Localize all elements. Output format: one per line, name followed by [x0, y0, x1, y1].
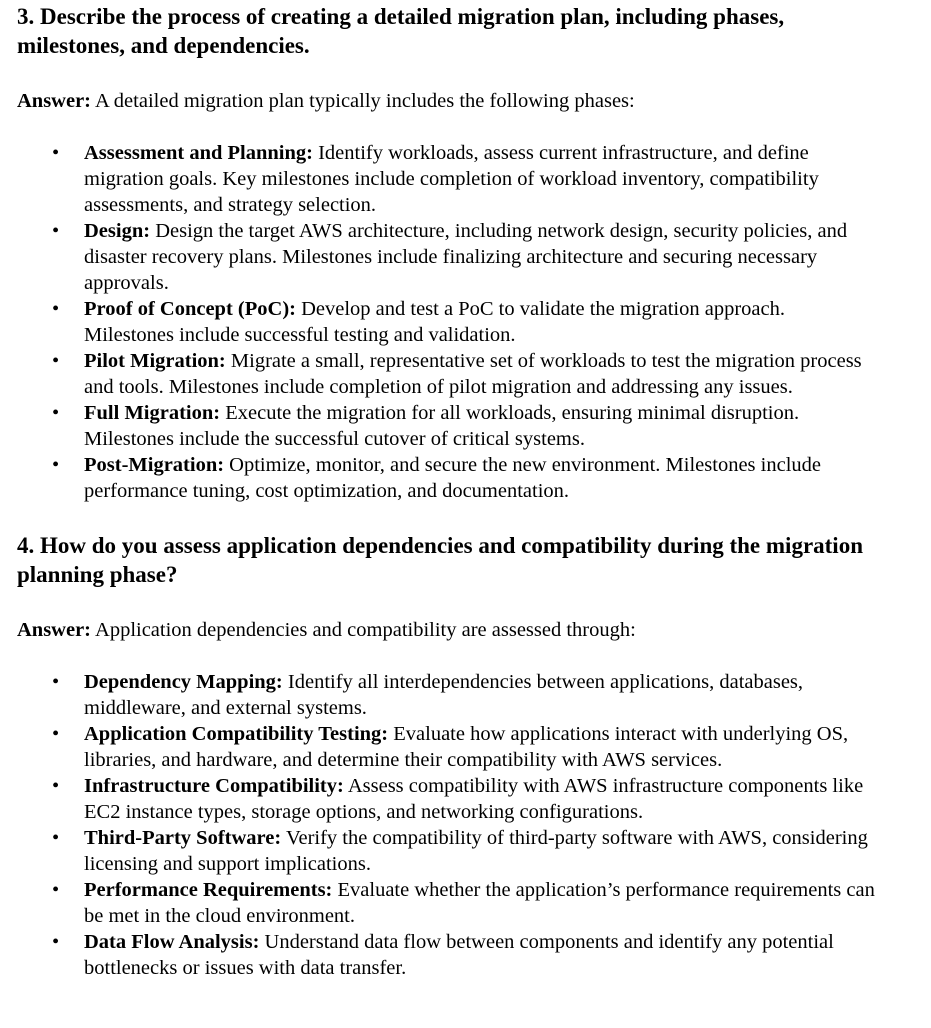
- bullet-dot: •: [52, 298, 60, 320]
- list-item: [17, 877, 875, 929]
- list-item: [17, 929, 875, 981]
- answer-text: Application dependencies and compatibility are assessed through:: [91, 619, 636, 641]
- list-item-term: Proof of Concept (PoC):: [84, 298, 296, 320]
- list-item: [17, 400, 875, 452]
- bullet-dot: •: [52, 402, 60, 424]
- bullet-dot: •: [52, 142, 60, 164]
- list-item-term: Dependency Mapping:: [84, 671, 283, 693]
- bullet-dot: •: [52, 827, 60, 849]
- list-item-text: Understand data flow between components and identify any potential bottlenecks or issues with data transfer.: [84, 931, 834, 979]
- question-heading: 4. How do you assess application dependencies and compatibility during the migration planning phase?: [17, 533, 863, 587]
- bullet-dot: •: [52, 723, 60, 745]
- list-item-text: Develop and test a PoC to validate the migration approach. Milestones include successful testing and validation.: [84, 298, 785, 346]
- bullet-dot: •: [52, 931, 60, 953]
- list-item-term: Third-Party Software:: [84, 827, 282, 849]
- answer-intro: [17, 617, 915, 643]
- bullet-dot: •: [52, 350, 60, 372]
- list-item: [17, 218, 875, 296]
- list-item-text: Assess compatibility with AWS infrastructure components like EC2 instance types, storage options, and networking configurations.: [84, 775, 864, 823]
- list-item-text: Identify workloads, assess current infrastructure, and define migration goals. Key milestones include completion of workload inventory, compatibility assessments, and strategy selection.: [84, 142, 819, 216]
- question-heading: 3. Describe the process of creating a detailed migration plan, including phases, milestones, and dependencies.: [17, 4, 785, 58]
- list-item-term: Infrastructure Compatibility:: [84, 775, 344, 797]
- bullet-dot: •: [52, 879, 60, 901]
- bullet-list: [17, 669, 875, 981]
- list-item-term: Data Flow Analysis:: [84, 931, 260, 953]
- bullet-dot: •: [52, 454, 60, 476]
- list-item: [17, 348, 875, 400]
- bullet-dot: •: [52, 220, 60, 242]
- list-item: [17, 825, 875, 877]
- list-item-term: Full Migration:: [84, 402, 221, 424]
- answer-intro: [17, 88, 915, 114]
- list-item-text: Evaluate whether the application’s performance requirements can be met in the cloud environment.: [84, 879, 875, 927]
- list-item: [17, 452, 875, 504]
- bullet-list: [17, 140, 875, 504]
- list-item-text: Identify all interdependencies between applications, databases, middleware, and external systems.: [84, 671, 804, 719]
- list-item: [17, 140, 875, 218]
- bullet-dot: •: [52, 775, 60, 797]
- list-item-term: Application Compatibility Testing:: [84, 723, 389, 745]
- list-item-term: Post-Migration:: [84, 454, 225, 476]
- list-item-text: Design the target AWS architecture, including network design, security policies, and disaster recovery plans. Milestones include finalizing architecture and securing necessary approvals.: [84, 220, 848, 294]
- bullet-dot: •: [52, 671, 60, 693]
- list-item-term: Assessment and Planning:: [84, 142, 313, 164]
- answer-text: A detailed migration plan typically includes the following phases:: [91, 90, 635, 112]
- list-item-term: Design:: [84, 220, 151, 242]
- list-item-text: Execute the migration for all workloads, ensuring minimal disruption. Milestones include the successful cutover of critical systems.: [84, 402, 800, 450]
- list-item-text: Evaluate how applications interact with underlying OS, libraries, and hardware, and determine their compatibility with AWS services.: [84, 723, 849, 771]
- answer-label: Answer:: [17, 90, 92, 112]
- list-item: [17, 669, 875, 721]
- list-item: [17, 773, 875, 825]
- list-item: [17, 721, 875, 773]
- question-section-3: [17, 0, 915, 504]
- list-item: [17, 296, 875, 348]
- answer-label: Answer:: [17, 619, 92, 641]
- list-item-text: Verify the compatibility of third-party software with AWS, considering licensing and support implications.: [84, 827, 868, 875]
- list-item-term: Pilot Migration:: [84, 350, 226, 372]
- list-item-text: Migrate a small, representative set of workloads to test the migration process and tools. Milestones include completion of pilot migration and addressing any issues.: [84, 350, 862, 398]
- list-item-text: Optimize, monitor, and secure the new environment. Milestones include performance tuning, cost optimization, and documentation.: [84, 454, 821, 502]
- question-section-4: [17, 531, 915, 981]
- list-item-term: Performance Requirements:: [84, 879, 333, 901]
